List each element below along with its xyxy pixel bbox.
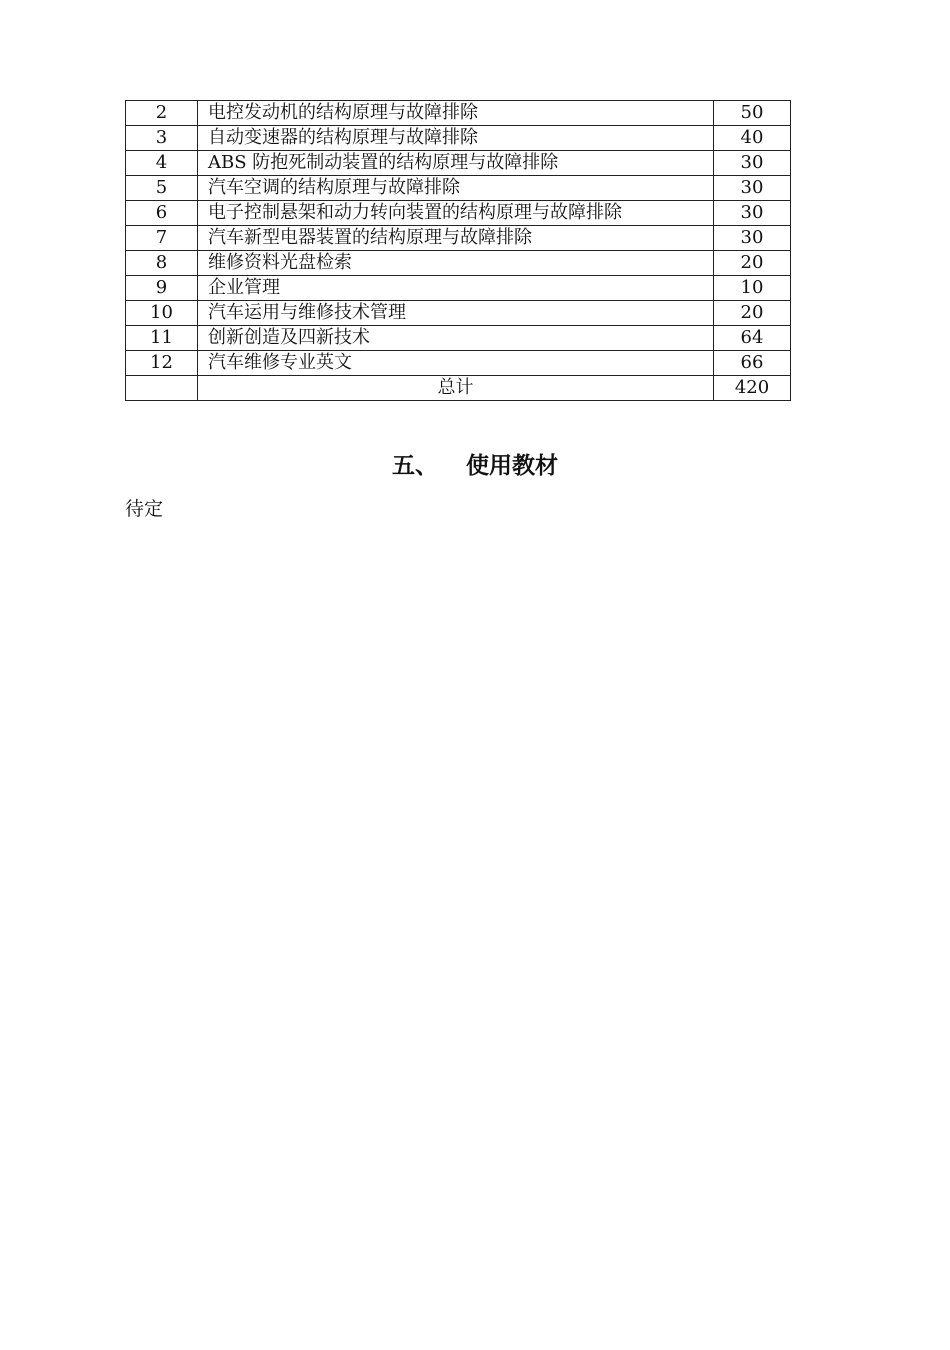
table-row [126,126,791,151]
row-number: 11 [126,326,198,351]
section-number: 五、 [392,453,438,479]
course-name: 汽车空调的结构原理与故障排除 [198,176,714,201]
course-name: 电子控制悬架和动力转向装置的结构原理与故障排除 [198,201,714,226]
row-number: 8 [126,251,198,276]
textbook-status-text: 待定 [125,498,164,520]
course-name: 汽车新型电器装置的结构原理与故障排除 [198,226,714,251]
table-row [126,326,791,351]
course-hours: 30 [714,176,791,201]
course-hours: 50 [714,101,791,126]
table-row [126,101,791,126]
table-row [126,201,791,226]
course-hours: 20 [714,251,791,276]
row-number: 9 [126,276,198,301]
course-hours-table [125,100,791,401]
course-name: 汽车运用与维修技术管理 [198,301,714,326]
row-number: 6 [126,201,198,226]
row-number: 5 [126,176,198,201]
section-heading [0,450,950,482]
row-number: 3 [126,126,198,151]
total-empty-cell [126,376,198,401]
course-hours: 30 [714,201,791,226]
course-hours: 66 [714,351,791,376]
course-name: 电控发动机的结构原理与故障排除 [198,101,714,126]
course-name: 企业管理 [198,276,714,301]
table-row [126,301,791,326]
section-title: 使用教材 [466,453,558,479]
table-row [126,276,791,301]
course-hours: 64 [714,326,791,351]
course-name: ABS 防抱死制动装置的结构原理与故障排除 [198,151,714,176]
course-hours: 20 [714,301,791,326]
row-number: 4 [126,151,198,176]
row-number: 7 [126,226,198,251]
course-hours: 10 [714,276,791,301]
course-hours: 30 [714,151,791,176]
table-row [126,151,791,176]
total-row [126,376,791,401]
course-name: 创新创造及四新技术 [198,326,714,351]
total-label: 总计 [198,376,714,401]
course-name: 维修资料光盘检索 [198,251,714,276]
course-name: 汽车维修专业英文 [198,351,714,376]
row-number: 12 [126,351,198,376]
row-number: 2 [126,101,198,126]
total-hours: 420 [714,376,791,401]
table-row [126,226,791,251]
table-row [126,176,791,201]
table-row [126,351,791,376]
row-number: 10 [126,301,198,326]
course-hours: 40 [714,126,791,151]
course-name: 自动变速器的结构原理与故障排除 [198,126,714,151]
course-hours: 30 [714,226,791,251]
table-row [126,251,791,276]
